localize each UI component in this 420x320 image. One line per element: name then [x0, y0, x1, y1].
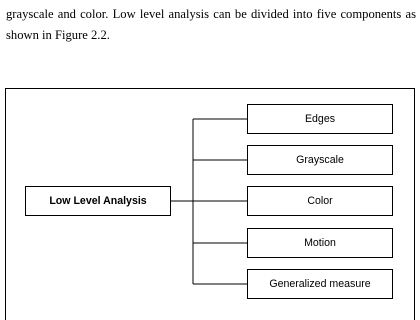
grayscale-box: Grayscale — [247, 145, 393, 175]
generalized-measure-box: Generalized measure — [247, 269, 393, 299]
paragraph-line-1: grayscale and color. Low level analysis can be divided into five components as — [6, 7, 416, 21]
motion-box: Motion — [247, 228, 393, 258]
low-level-analysis-box: Low Level Analysis — [25, 186, 171, 216]
edges-box: Edges — [247, 104, 393, 134]
color-box: Color — [247, 186, 393, 216]
paragraph-line-2: shown in Figure 2.2. — [6, 28, 110, 42]
